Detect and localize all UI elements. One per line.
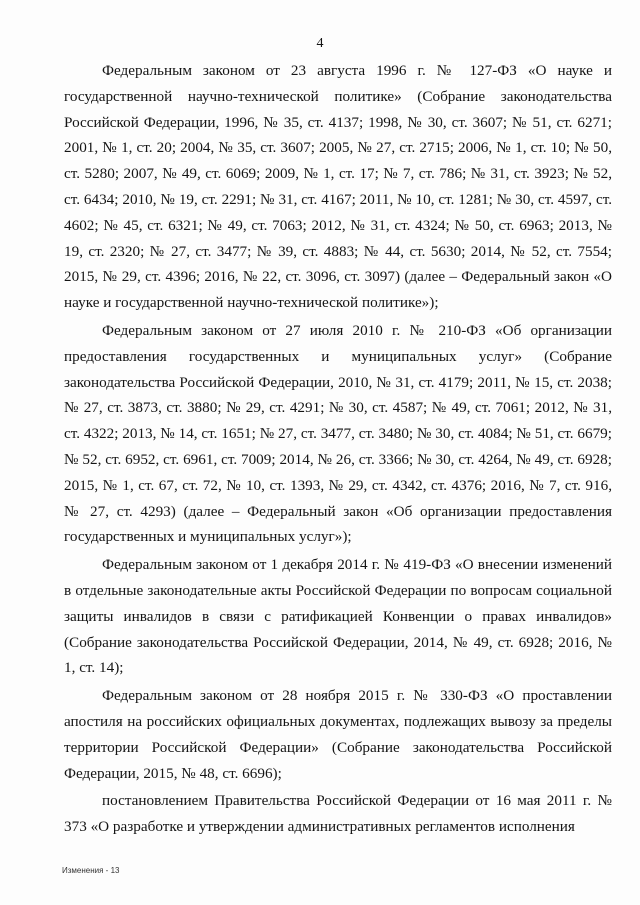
footer-note: Изменения - 13	[62, 866, 120, 875]
document-body	[64, 58, 612, 840]
paragraph-government-resolution: постановлением Правительства Российской Федерации от 16 мая 2011 г. № 373 «О разработке и утверждении административных регламентов исполнения	[64, 792, 612, 836]
paragraph-public-services-law: Федеральным законом от 27 июля 2010 г. № 210-ФЗ «Об организации предоставления государственных и муниципальных услуг» (Собрание законодательства Российской Федерации, 2010, № 31, ст. 4179; 2011, № 15, ст. 2038; № 27, ст. 3873, ст. 3880; № 29, ст. 4291; № 30, ст. 4587; № 49, ст. 7061; 2012, № 31, ст. 4322; 2013, № 14, ст. 1651; № 27, ст. 3477, ст. 3480; № 30, ст. 4084; № 51, ст. 6679; № 52, ст. 6952, ст. 6961, ст. 7009; 2014, № 26, ст. 3366; № 30, ст. 4264, № 49, ст. 6928; 2015, № 1, ст. 67, ст. 72, № 10, ст. 1393, № 29, ст. 4342, ст. 4376; 2016, № 7, ст. 916, № 27, ст. 4293) (далее – Федеральный закон «Об организации предоставления государственных и муниципальных услуг»);	[64, 321, 612, 546]
paragraph-apostille-law: Федеральным законом от 28 ноября 2015 г. № 330-ФЗ «О проставлении апостиля на российских официальных документах, подлежащих вывозу за пределы территории Российской Федерации» (Собрание законодательства Российской Федерации, 2015, № 48, ст. 6696);	[64, 687, 612, 782]
paragraph-disability-law: Федеральным законом от 1 декабря 2014 г. № 419-ФЗ «О внесении изменений в отдельные законодательные акты Российской Федерации по вопросам социальной защиты инвалидов в связи с ратификацией Конвенции о правах инвалидов» (Собрание законодательства Российской Федерации, 2014, № 49, ст. 6928; 2016, № 1, ст. 14);	[64, 556, 612, 677]
page-number: 4	[316, 36, 324, 51]
paragraph-science-law: Федеральным законом от 23 августа 1996 г. № 127-ФЗ «О науке и государственной научно-технической политике» (Собрание законодательства Российской Федерации, 1996, № 35, ст. 4137; 1998, № 30, ст. 3607; № 51, ст. 6271; 2001, № 1, ст. 20; 2004, № 35, ст. 3607; 2005, № 27, ст. 2715; 2006, № 1, ст. 10; № 50, ст. 5280; 2007, № 49, ст. 6069; 2009, № 1, ст. 17; № 7, ст. 786; № 31, ст. 3923; № 52, ст. 6434; 2010, № 19, ст. 2291; № 31, ст. 4167; 2011, № 10, ст. 1281; № 30, ст. 4597, ст. 4602; № 45, ст. 6321; № 49, ст. 7063; 2012, № 31, ст. 4324; № 50, ст. 6963; 2013, № 19, ст. 2320; № 27, ст. 3477; № 39, ст. 4883; № 44, ст. 5630; 2014, № 52, ст. 7554; 2015, № 29, ст. 4396; 2016, № 22, ст. 3096, ст. 3097) (далее – Федеральный закон «О науке и государственной научно-технической политике»);	[64, 62, 612, 312]
